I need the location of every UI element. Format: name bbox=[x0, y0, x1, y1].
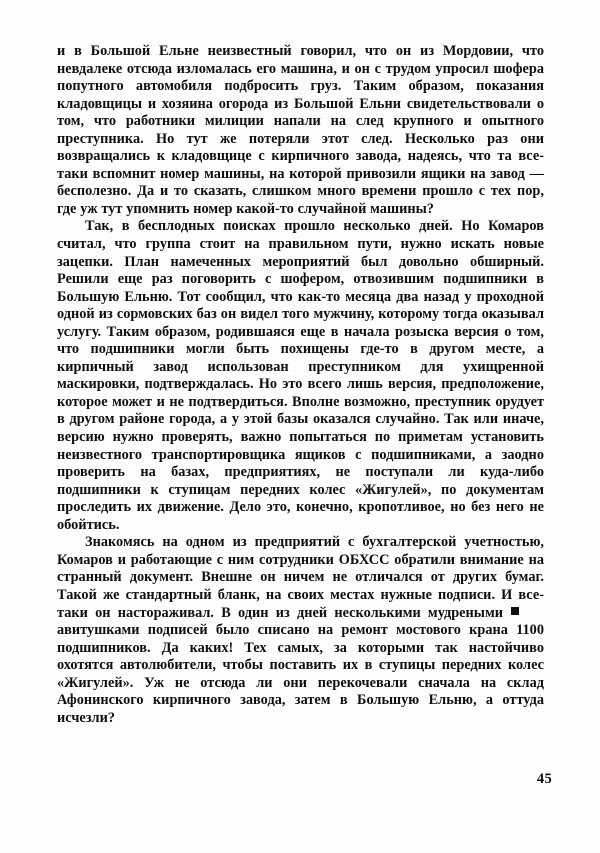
page-text-block bbox=[57, 43, 544, 727]
paragraph-2: Так, в бесплодных поисках прошло несколько дней. Но Комаров считал, что группа стоит на правильном пути, нужно искать новые зацепки. План намеченных мероприятий был довольно обширный. Решили еще раз поговорить с шофером, отвозившим подшипники в Большую Ельню. Тот сообщил, что как-то месяца два назад у проходной одной из сормовских баз он видел того мужчину, которому тогда оказывал услугу. Таким образом, родившаяся еще в начала розыска версия о том, что подшипники могли быть похищены где-то в другом месте, а кирпичный завод использован преступником для ухищренной маскировки, подтверждалась. Но это всего лишь версия, предположение, которое может и не подтвердиться. Вполне возможно, преступник орудует в другом районе города, а у этой базы оказался случайно. Так или иначе, версию нужно проверять, важно попытаться по приметам установить неизвестного транспортировщика ящиков с подшипниками, а заодно проверить на базах, предприятиях, не поступали ли куда-либо подшипники к ступицам передних колес «Жигулей», по документам проследить их движение. Дело это, конечно, кропотливое, но без него не обойтись. bbox=[57, 218, 544, 533]
paragraph-3-part-a: Знакомясь на одном из предприятий с бухгалтерской учетностью, Комаров и работающие с ним сотрудники ОБХСС обратили внимание на странный документ. Внешне он ничем не отличался от других бумаг. Такой же стандартный бланк, на своих местах нужные подписи. И все-таки он настораживал. В один из дней несколькими мудреными bbox=[57, 534, 544, 621]
page-number-folio: 45 bbox=[536, 771, 552, 787]
paragraph-3 bbox=[57, 534, 544, 727]
ink-blotted-letter bbox=[510, 605, 544, 623]
paragraph-3-part-b: авитушками подписей было списано на ремонт мостового крана 1100 подшипников. Да каких! Тех самых, за которыми так настойчиво охотятся автолюбители, чтобы поставить их в ступицы передних колес «Жигулей». Уж не отсюда ли они перекочевали сначала на склад Афонинского кирпичного завода, затем в Большую Ельню, а оттуда исчезли? bbox=[57, 622, 544, 726]
paragraph-1: и в Большой Ельне неизвестный говорил, что он из Мордовии, что невдалеке отсюда изломалась его машина, и он с трудом упросил шофера попутного автомобиля подбросить груз. Таким образом, показания кладовщицы и хозяина огорода из Большой Ельни свидетельствовали о том, что работники милиции напали на след крупного и опытного преступника. Но тут же потеряли этот след. Несколько раз они возвращались к кладовщице с кирпичного завода, надеясь, что та все-таки вспомнит номер машины, на которой привозили ящики на завод — бесполезно. Да и то сказать, слишком много времени прошло с тех пор, где уж тут упомнить номер какой-то случайной машины? bbox=[57, 43, 544, 217]
